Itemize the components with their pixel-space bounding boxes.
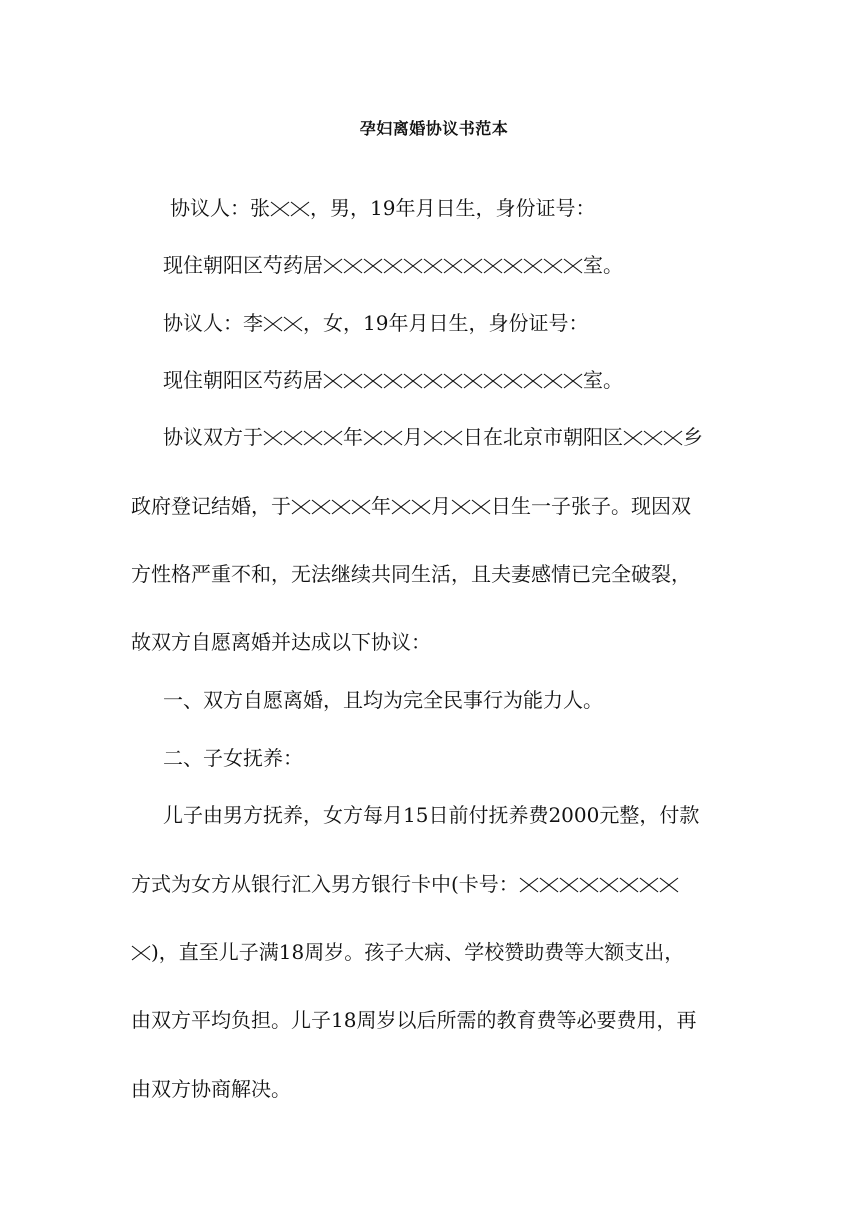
marriage-paragraph-line bbox=[131, 558, 751, 587]
document-title: 孕妇离婚协议书范本 bbox=[359, 119, 509, 138]
text-run: 方式为女方从银行汇入男方银行卡中(卡号： bbox=[131, 872, 519, 896]
redaction-x-icon bbox=[311, 499, 331, 515]
redaction-x-icon bbox=[323, 430, 343, 446]
redaction-x-icon bbox=[291, 499, 311, 515]
text-run: 年 bbox=[371, 494, 391, 518]
text-run: )，直至儿子满18周岁。孩子大病、学校赞助费等大额支出， bbox=[151, 940, 685, 964]
redaction-x-icon bbox=[383, 373, 403, 389]
text-run: 现住朝阳区芍药居 bbox=[163, 253, 323, 277]
redaction-x-icon bbox=[579, 877, 599, 893]
text-run: 儿子由男方抚养，女方每月15日前付抚养费2000元整，付款 bbox=[163, 803, 700, 827]
text-run: 协议人：张 bbox=[170, 196, 270, 220]
redaction-x-icon bbox=[663, 430, 683, 446]
redaction-x-icon bbox=[423, 430, 443, 446]
redaction-x-icon bbox=[363, 430, 383, 446]
redaction-x-icon bbox=[131, 945, 151, 961]
redaction-x-icon bbox=[523, 258, 543, 274]
custody-paragraph-line bbox=[131, 1073, 751, 1102]
redaction-x-icon bbox=[563, 373, 583, 389]
text-run: 由双方协商解决。 bbox=[131, 1077, 291, 1101]
text-run: 现住朝阳区芍药居 bbox=[163, 368, 323, 392]
text-run: 协议双方于 bbox=[163, 425, 263, 449]
text-run: 月 bbox=[431, 494, 451, 518]
redaction-x-icon bbox=[483, 373, 503, 389]
redaction-x-icon bbox=[363, 258, 383, 274]
redaction-x-icon bbox=[519, 877, 539, 893]
redaction-x-icon bbox=[323, 258, 343, 274]
party-1-address-line bbox=[163, 249, 783, 278]
text-run: 年 bbox=[343, 425, 363, 449]
redaction-x-icon bbox=[523, 373, 543, 389]
text-run: 二、子女抚养： bbox=[163, 746, 303, 770]
redaction-x-icon bbox=[411, 499, 431, 515]
redaction-x-icon bbox=[623, 430, 643, 446]
redaction-x-icon bbox=[403, 258, 423, 274]
redaction-x-icon bbox=[443, 258, 463, 274]
redaction-x-icon bbox=[443, 430, 463, 446]
redaction-x-icon bbox=[331, 499, 351, 515]
redaction-x-icon bbox=[343, 258, 363, 274]
text-run: 一、双方自愿离婚，且均为完全民事行为能力人。 bbox=[163, 688, 603, 712]
redaction-x-icon bbox=[659, 877, 679, 893]
custody-paragraph-line bbox=[131, 936, 751, 965]
redaction-x-icon bbox=[559, 877, 579, 893]
marriage-paragraph-line bbox=[131, 626, 751, 655]
redaction-x-icon bbox=[643, 430, 663, 446]
redaction-x-icon bbox=[351, 499, 371, 515]
redaction-x-icon bbox=[483, 258, 503, 274]
redaction-x-icon bbox=[443, 373, 463, 389]
redaction-x-icon bbox=[283, 316, 303, 332]
redaction-x-icon bbox=[343, 373, 363, 389]
text-run: 室。 bbox=[583, 253, 623, 277]
text-run: 日生一子张子。现因双 bbox=[491, 494, 691, 518]
text-run: 政府登记结婚，于 bbox=[131, 494, 291, 518]
redaction-x-icon bbox=[303, 430, 323, 446]
text-run: 日在北京市朝阳区 bbox=[463, 425, 623, 449]
party-2-address-line bbox=[163, 364, 783, 393]
text-run: 室。 bbox=[583, 368, 623, 392]
text-run: 乡 bbox=[683, 425, 703, 449]
redaction-x-icon bbox=[543, 373, 563, 389]
custody-paragraph-line bbox=[131, 1004, 751, 1033]
redaction-x-icon bbox=[563, 258, 583, 274]
redaction-x-icon bbox=[263, 316, 283, 332]
redaction-x-icon bbox=[383, 430, 403, 446]
redaction-x-icon bbox=[463, 373, 483, 389]
marriage-paragraph-line bbox=[163, 421, 783, 450]
party-1-line bbox=[170, 192, 790, 221]
redaction-x-icon bbox=[283, 430, 303, 446]
redaction-x-icon bbox=[423, 258, 443, 274]
text-run: 月 bbox=[403, 425, 423, 449]
redaction-x-icon bbox=[599, 877, 619, 893]
redaction-x-icon bbox=[471, 499, 491, 515]
redaction-x-icon bbox=[639, 877, 659, 893]
text-run: ，男，19年月日生，身份证号： bbox=[310, 196, 596, 220]
redaction-x-icon bbox=[363, 373, 383, 389]
party-2-line bbox=[163, 307, 783, 336]
redaction-x-icon bbox=[290, 201, 310, 217]
redaction-x-icon bbox=[451, 499, 471, 515]
redaction-x-icon bbox=[391, 499, 411, 515]
text-run: 协议人：李 bbox=[163, 311, 263, 335]
text-run: 故双方自愿离婚并达成以下协议： bbox=[131, 630, 431, 654]
text-run: ，女，19年月日生，身份证号： bbox=[303, 311, 589, 335]
custody-paragraph-line bbox=[163, 799, 783, 828]
redaction-x-icon bbox=[270, 201, 290, 217]
text-run: 方性格严重不和，无法继续共同生活，且夫妻感情已完全破裂， bbox=[131, 562, 691, 586]
clause-2-heading bbox=[163, 742, 783, 771]
redaction-x-icon bbox=[423, 373, 443, 389]
redaction-x-icon bbox=[263, 430, 283, 446]
redaction-x-icon bbox=[539, 877, 559, 893]
clause-1-line bbox=[163, 684, 783, 713]
redaction-x-icon bbox=[383, 258, 403, 274]
redaction-x-icon bbox=[543, 258, 563, 274]
redaction-x-icon bbox=[463, 258, 483, 274]
redaction-x-icon bbox=[403, 373, 423, 389]
custody-paragraph-line bbox=[131, 868, 751, 897]
redaction-x-icon bbox=[323, 373, 343, 389]
marriage-paragraph-line bbox=[131, 490, 751, 519]
redaction-x-icon bbox=[503, 258, 523, 274]
redaction-x-icon bbox=[503, 373, 523, 389]
redaction-x-icon bbox=[619, 877, 639, 893]
text-run: 由双方平均负担。儿子18周岁以后所需的教育费等必要费用，再 bbox=[131, 1008, 697, 1032]
